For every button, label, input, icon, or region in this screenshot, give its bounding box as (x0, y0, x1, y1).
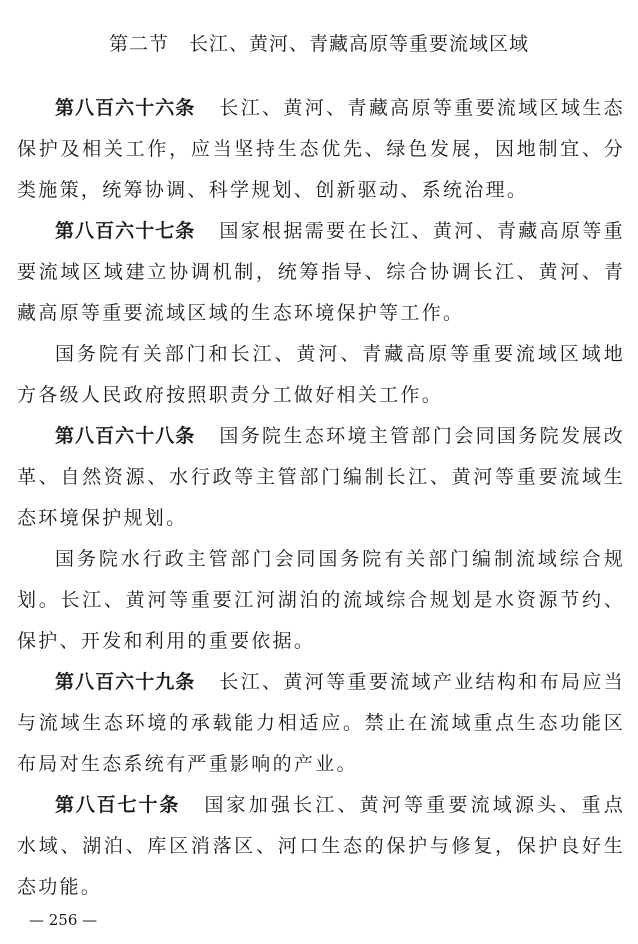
article-number: 第八百六十六条 (55, 97, 196, 119)
paragraph-article-866 (17, 88, 625, 211)
paragraph-article-869 (17, 662, 625, 785)
article-number: 第八百六十七条 (55, 220, 196, 242)
article-number: 第八百七十条 (55, 794, 181, 816)
paragraph-article-867-clause-2 (17, 334, 625, 416)
paragraph-article-867 (17, 211, 625, 334)
article-text: 国务院水行政主管部门会同国务院有关部门编制流域综合规划。长江、黄河等重要江河湖泊的流域综合规划是水资源节约、保护、开发和利用的重要依据。 (17, 548, 625, 652)
article-number: 第八百六十八条 (55, 425, 196, 447)
article-text: 国家根据需要在长江、黄河、青藏高原等重要流域区域建立协调机制，统筹指导、综合协调长江、黄河、青藏高原等重要流域区域的生态环境保护等工作。 (17, 220, 625, 324)
document-body (17, 88, 625, 908)
page-number: — 256 — (29, 911, 98, 929)
section-title: 第二节 长江、黄河、青藏高原等重要流域区域 (108, 33, 529, 55)
article-text: 国家加强长江、黄河等重要流域源头、重点水域、湖泊、库区消落区、河口生态的保护与修复，保护良好生态功能。 (17, 794, 625, 898)
article-text: 长江、黄河、青藏高原等重要流域区域生态保护及相关工作，应当坚持生态优先、绿色发展，因地制宜、分类施策，统筹协调、科学规划、创新驱动、系统治理。 (17, 97, 625, 201)
paragraph-article-868-clause-2 (17, 539, 625, 662)
paragraph-article-870 (17, 785, 625, 908)
article-text: 国务院生态环境主管部门会同国务院发展改革、自然资源、水行政等主管部门编制长江、黄河等重要流域生态环境保护规划。 (17, 425, 625, 529)
article-number: 第八百六十九条 (55, 671, 196, 693)
article-text: 国务院有关部门和长江、黄河、青藏高原等重要流域区域地方各级人民政府按照职责分工做好相关工作。 (17, 343, 625, 406)
article-text: 长江、黄河等重要流域产业结构和布局应当与流域生态环境的承载能力相适应。禁止在流域重点生态功能区布局对生态系统有严重影响的产业。 (17, 671, 625, 775)
paragraph-article-868 (17, 416, 625, 539)
